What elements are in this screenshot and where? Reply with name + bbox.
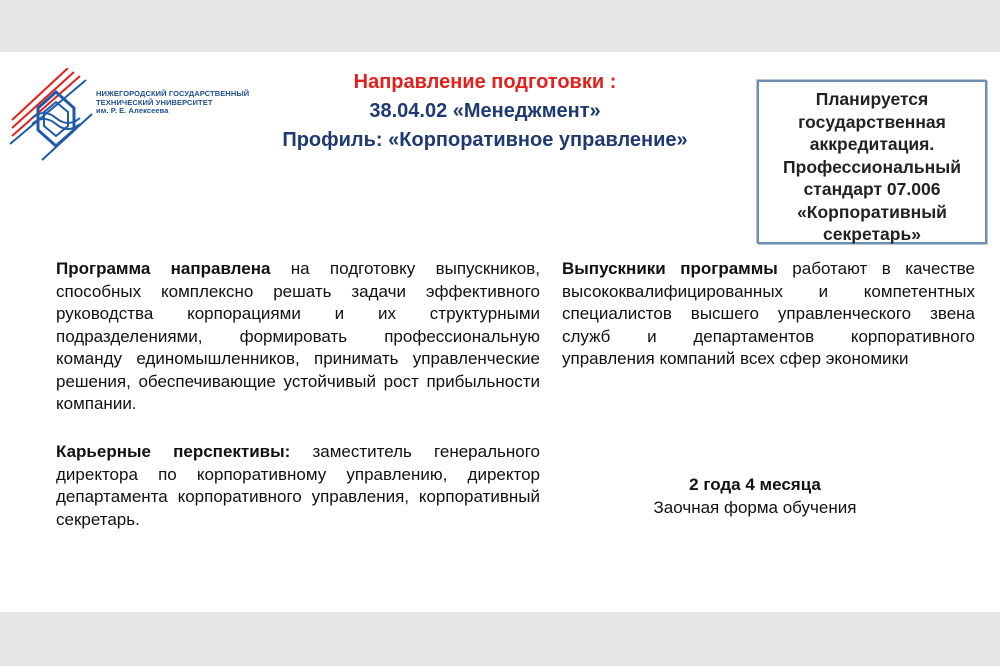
page-title — [230, 68, 740, 155]
university-name-line3: им. Р. Е. Алексеева — [96, 106, 169, 115]
university-emblem-icon — [8, 68, 98, 164]
title-profile: Профиль: «Корпоративное управление» — [282, 129, 688, 151]
university-name-line1: НИЖЕГОРОДСКИЙ ГОСУДАРСТВЕННЫЙ — [96, 89, 250, 98]
graduates-lead: Выпускники программы — [562, 259, 778, 278]
slide — [0, 52, 1000, 612]
career-text: заместитель генерального директора по корпоративному управлению, директор департамента корпоративного управления, корпоративный секретарь. — [56, 442, 540, 529]
title-direction: Направление подготовки : — [353, 71, 617, 93]
study-duration — [600, 474, 910, 519]
university-name — [96, 90, 249, 116]
program-lead: Программа направлена — [56, 259, 271, 278]
career-lead: Карьерные перспективы: — [56, 442, 291, 461]
accreditation-box — [757, 80, 987, 244]
duration-term: 2 года 4 месяца — [689, 475, 821, 494]
program-paragraph — [56, 258, 540, 416]
duration-form: Заочная форма обучения — [653, 497, 857, 517]
title-code: 38.04.02 «Менеджмент» — [369, 100, 601, 122]
graduates-text: работают в качестве высококвалифицированных и компетентных специалистов высшего управленческого звена служб и департаментов корпоративного управления компаний всех сфер экономики — [562, 259, 975, 368]
program-text: на подготовку выпускников, способных комплексно решать задачи эффективного руководства корпорациями и их структурными подразделениями, формировать профессиональную команду единомышленников, принимать управленческие решения, обеспечивающие устойчивый рост прибыльности компании. — [56, 259, 540, 413]
career-paragraph — [56, 441, 540, 531]
accreditation-text: Планируется государственная аккредитация. Профессиональный стандарт 07.006 «Корпоративный секретарь» — [783, 89, 961, 244]
university-logo — [8, 68, 250, 164]
university-name-line2: ТЕХНИЧЕСКИЙ УНИВЕРСИТЕТ — [96, 97, 213, 107]
graduates-paragraph — [562, 258, 975, 371]
